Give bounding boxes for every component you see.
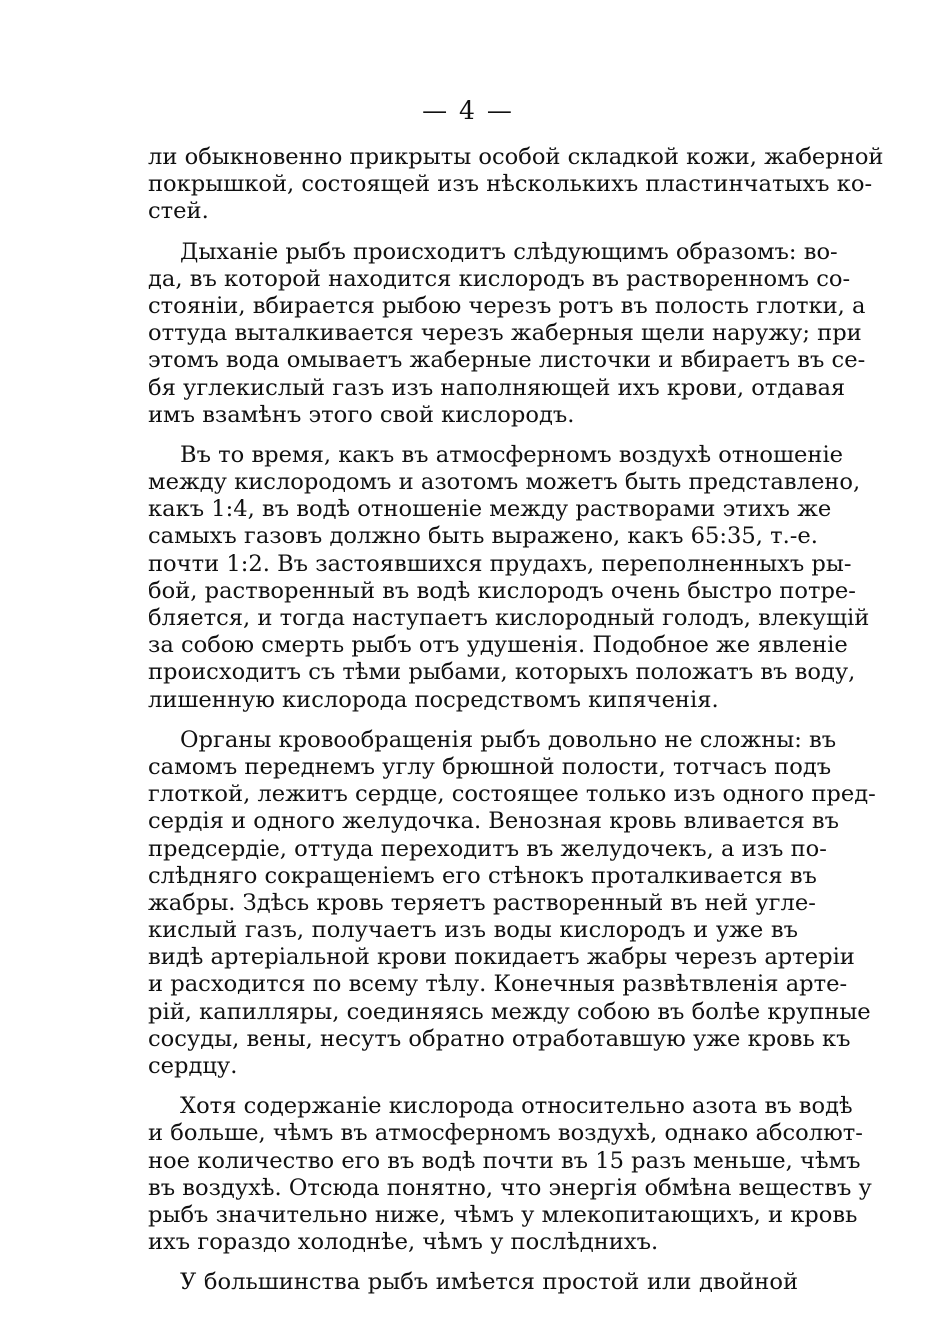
text-line: и расходится по всему тѣлу. Конечныя развѣтвленія арте- — [148, 971, 848, 998]
text-line: жабры. Здѣсь кровь теряетъ растворенный въ ней угле- — [148, 889, 816, 916]
text-body — [148, 144, 884, 1297]
text-line: кислый газъ, получаетъ изъ воды кислородъ и уже въ — [148, 917, 798, 944]
text-line: стояніи, вбирается рыбою черезъ ротъ въ полость глотки, а — [148, 292, 866, 319]
text-line: стей. — [148, 198, 209, 225]
text-line: да, въ которой находится кислородъ въ растворенномъ со- — [148, 265, 851, 292]
paragraph — [148, 1093, 872, 1256]
text-line: между кислородомъ и азотомъ можетъ быть представлено, — [148, 469, 861, 496]
text-line: бой, растворенный въ водѣ кислородъ очень быстро потре- — [148, 577, 856, 604]
text-line: оттуда выталкивается черезъ жаберныя щели наружу; при — [148, 320, 862, 347]
text-line: рій, капилляры, соединяясь между собою въ болѣе крупные — [148, 998, 871, 1025]
text-line: видѣ артеріальной крови покидаетъ жабры черезъ артеріи — [148, 944, 855, 971]
paragraph-gap — [148, 429, 798, 442]
text-line: покрышкой, состоящей изъ нѣсколькихъ пластинчатыхъ ко- — [148, 171, 873, 198]
paragraph — [148, 726, 876, 1080]
text-line: происходитъ съ тѣми рыбами, которыхъ положатъ въ воду, — [148, 659, 856, 686]
text-line: сосуды, вены, несутъ обратно отработавшую уже кровь къ — [148, 1025, 851, 1052]
text-line: рыбъ значительно ниже, чѣмъ у млекопитающихъ, и кровь — [148, 1201, 858, 1228]
paragraph — [148, 441, 870, 714]
text-line: какъ 1:4, въ водѣ отношеніе между растворами этихъ же — [148, 496, 832, 523]
text-line: сердія и одного желудочка. Венозная кровь вливается въ — [148, 808, 839, 835]
text-line: глоткой, лежитъ сердце, состоящее только изъ одного пред- — [148, 781, 876, 808]
text-line: въ воздухѣ. Отсюда понятно, что энергія обмѣна веществъ у — [148, 1174, 872, 1201]
text-line: предсердіе, оттуда переходитъ въ желудочекъ, а изъ по- — [148, 835, 827, 862]
text-line: и больше, чѣмъ въ атмосферномъ воздухѣ, однако абсолют- — [148, 1120, 863, 1147]
text-line: самыхъ газовъ должно быть выражено, какъ 65:35, т.-е. — [148, 523, 818, 550]
text-line: этомъ вода омываетъ жаберные листочки и вбираетъ въ се- — [148, 347, 866, 374]
text-line: почти 1:2. Въ застоявшихся прудахъ, переполненныхъ ры- — [148, 550, 852, 577]
text-line: бя углекислый газъ изъ наполняющей ихъ крови, отдавая — [148, 374, 846, 401]
text-line: самомъ переднемъ углу брюшной полости, тотчасъ подъ — [148, 753, 832, 780]
text-line: имъ взамѣнъ этого свой кислородъ. — [148, 401, 575, 428]
paragraph-gap — [148, 714, 798, 727]
text-line: Въ то время, какъ въ атмосферномъ воздухѣ отношеніе — [180, 441, 844, 468]
text-line: сердцу. — [148, 1053, 238, 1079]
text-line: Хотя содержаніе кислорода относительно азота въ водѣ — [180, 1093, 853, 1120]
paragraph — [148, 1269, 798, 1296]
paragraph — [148, 238, 866, 429]
text-line: Дыханіе рыбъ происходитъ слѣдующимъ образомъ: во- — [180, 238, 838, 265]
paragraph-gap — [148, 1256, 798, 1269]
text-line: бляется, и тогда наступаетъ кислородный голодъ, влекущій — [148, 605, 870, 631]
page-number: — 4 — — [422, 96, 514, 125]
paragraph — [148, 144, 884, 226]
paragraph-gap — [148, 226, 798, 239]
text-line: слѣдняго сокращеніемъ его стѣнокъ проталкивается въ — [148, 862, 817, 889]
text-line: ное количество его въ водѣ почти въ 15 разъ меньше, чѣмъ — [148, 1147, 861, 1174]
text-line: лишенную кислорода посредствомъ кипяченія. — [148, 686, 719, 713]
text-line: ли обыкновенно прикрыты особой складкой кожи, жаберной — [148, 144, 884, 170]
text-line: У большинства рыбъ имѣется простой или двойной — [180, 1269, 798, 1296]
paragraph-gap — [148, 1080, 798, 1093]
text-line: ихъ гораздо холоднѣе, чѣмъ у послѣднихъ. — [148, 1229, 659, 1256]
text-line: за собою смерть рыбъ отъ удушенія. Подобное же явленіе — [148, 632, 848, 659]
text-line: Органы кровообращенія рыбъ довольно не сложны: въ — [180, 726, 837, 753]
